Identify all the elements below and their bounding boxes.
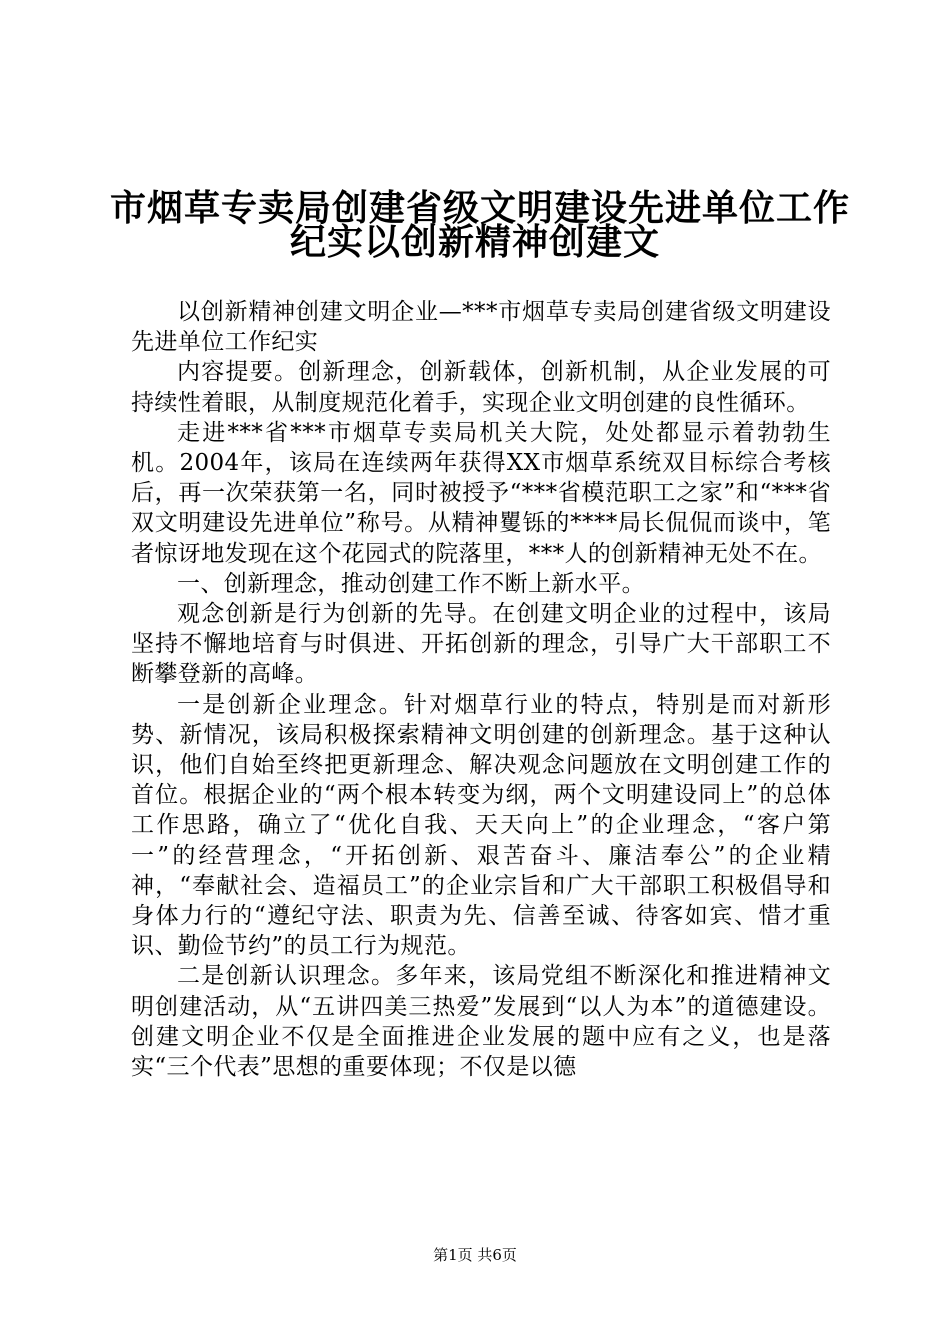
paragraph-summary: 内容提要。创新理念，创新载体，创新机制，从企业发展的可持续性着眼，从制度规范化着手，实现企业文明创建的良性循环。 [131, 359, 831, 416]
document-title-line-2: 纪实以创新精神创建文 [289, 221, 660, 263]
paragraph-recognition-concept: 二是创新认识理念。多年来，该局党组不断深化和推进精神文明创建活动，从“五讲四美三热爱”发展到“以人为本”的道德建设。创建文明企业不仅是全面推进企业发展的题中应有之义，也是落实“三个代表”思想的重要体现；不仅是以德 [131, 963, 831, 1081]
section-heading-1: 一、创新理念，推动创建工作不断上新水平。 [177, 570, 645, 597]
paragraph-subtitle: 以创新精神创建文明企业—***市烟草专卖局创建省级文明建设先进单位工作纪实 [131, 299, 831, 356]
paragraph-concept: 观念创新是行为创新的先导。在创建文明企业的过程中，该局坚持不懈地培育与时俱进、开拓创新的理念，引导广大干部职工不断攀登新的高峰。 [131, 601, 831, 688]
document-title-line-1: 市烟草专卖局创建省级文明建设先进单位工作 [110, 187, 851, 229]
document-body [131, 297, 831, 1082]
paragraph-enterprise-concept: 一是创新企业理念。针对烟草行业的特点，特别是而对新形势、新情况，该局积极探索精神文明创建的创新理念。基于这种认识，他们自始至终把更新理念、解决观念问题放在文明创建工作的首位。根据企业的“两个根本转变为纲，两个文明建设同上”的总体工作思路，确立了“优化自我、天天向上”的企业理念，“客户第一”的经营理念，“开拓创新、艰苦奋斗、廉洁奉公”的企业精神，“奉献社会、造福员工”的企业宗旨和广大干部职工积极倡导和身体力行的“遵纪守法、职责为先、信善至诚、待客如宾、惜才重识、勤俭节约”的员工行为规范。 [131, 691, 831, 960]
page-number-footer: 第1页 共6页 [433, 1246, 517, 1264]
paragraph-intro: 走进***省***市烟草专卖局机关大院，处处都显示着勃勃生机。2004年，该局在连续两年获得XX市烟草系统双目标综合考核后，再一次荣获第一名，同时被授予“***省模范职工之家”和“***省双文明建设先进单位”称号。从精神矍铄的****局长侃侃而谈中，笔者惊讶地发现在这个花园式的院落里，***人的创新精神无处不在。 [131, 419, 831, 567]
